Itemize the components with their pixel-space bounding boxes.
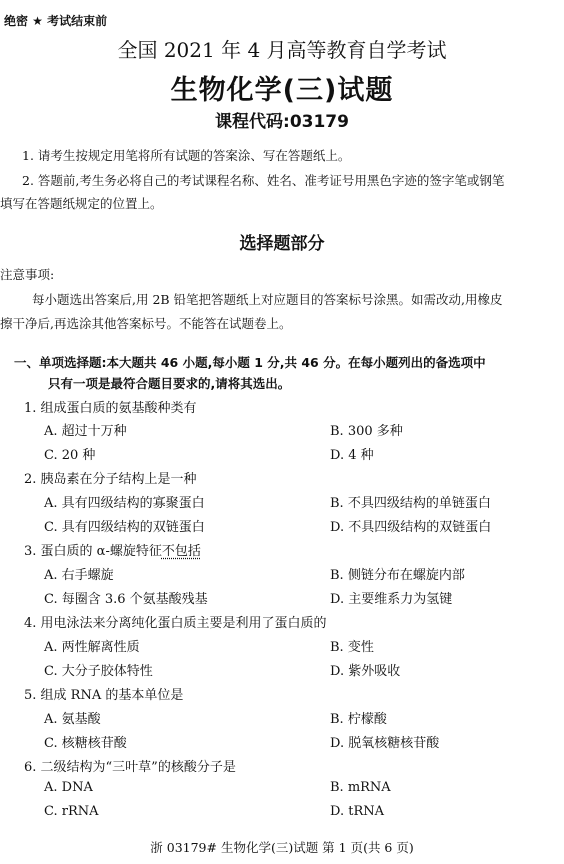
part-heading-line-2: 只有一项是最符合题目要求的,请将其选出。 <box>48 376 291 391</box>
option-d: D. 主要维系力为氢键 <box>330 592 453 607</box>
page-footer: 浙 03179# 生物化学(三)试题 第 1 页(共 6 页) <box>150 840 414 855</box>
question-stem <box>24 540 201 559</box>
option-c: C. 每圈含 3.6 个氨基酸残基 <box>44 592 208 607</box>
option-d: D. 紫外吸收 <box>330 664 401 679</box>
instruction-item-1: 1. 请考生按规定用笔将所有试题的答案涂、写在答题纸上。 <box>22 148 351 163</box>
exam-title: 全国 2021 年 4 月高等教育自学考试 <box>117 38 447 62</box>
option-b: B. 不具四级结构的单链蛋白 <box>330 496 491 511</box>
question-stem-text: 3. 蛋白质的 α-螺旋特征 <box>24 544 162 559</box>
question-stem: 5. 组成 RNA 的基本单位是 <box>24 688 184 703</box>
question-stem: 2. 胰岛素在分子结构上是一种 <box>24 472 197 487</box>
option-d: D. tRNA <box>330 804 384 819</box>
course-code: 课程代码:03179 <box>215 112 349 132</box>
option-a: A. 超过十万种 <box>44 424 127 439</box>
option-c: C. 核糖核苷酸 <box>44 736 127 751</box>
section-heading: 选择题部分 <box>239 234 325 254</box>
part-heading-line-1: 一、单项选择题:本大题共 46 小题,每小题 1 分,共 46 分。在每小题列出的备选项中 <box>14 355 486 370</box>
notes-line-1: 每小题选出答案后,用 2B 铅笔把答题纸上对应题目的答案标号涂黑。如需改动,用橡皮 <box>32 292 503 307</box>
instruction-item-2-line-1: 2. 答题前,考生务必将自己的考试课程名称、姓名、准考证号用黑色字迹的签字笔或钢笔 <box>22 173 505 188</box>
option-a: A. 两性解离性质 <box>44 640 140 655</box>
notes-line-2: 擦干净后,再选涂其他答案标号。不能答在试题卷上。 <box>0 316 292 331</box>
option-a: A. 右手螺旋 <box>44 568 114 583</box>
option-c: C. 20 种 <box>44 448 96 463</box>
question-stem-emphasis: 不包括 <box>161 544 201 559</box>
option-b: B. 柠檬酸 <box>330 712 387 727</box>
option-b: B. 变性 <box>330 640 374 655</box>
option-b: B. mRNA <box>330 780 391 795</box>
option-a: A. DNA <box>44 780 93 795</box>
instruction-item-2-line-2: 填写在答题纸规定的位置上。 <box>0 196 163 211</box>
option-d: D. 脱氧核糖核苷酸 <box>330 736 440 751</box>
option-a: A. 氨基酸 <box>44 712 101 727</box>
option-d: D. 不具四级结构的双链蛋白 <box>330 520 492 535</box>
option-b: B. 侧链分布在螺旋内部 <box>330 568 465 583</box>
question-stem: 6. 二级结构为“三叶草”的核酸分子是 <box>24 760 236 775</box>
question-stem: 4. 用电泳法来分离纯化蛋白质主要是利用了蛋白质的 <box>24 616 327 631</box>
question-stem: 1. 组成蛋白质的氨基酸种类有 <box>24 401 197 416</box>
option-c: C. 具有四级结构的双链蛋白 <box>44 520 205 535</box>
option-d: D. 4 种 <box>330 448 374 463</box>
subject-title: 生物化学(三)试题 <box>170 75 394 106</box>
option-b: B. 300 多种 <box>330 424 403 439</box>
option-a: A. 具有四级结构的寡聚蛋白 <box>44 496 205 511</box>
option-c: C. rRNA <box>44 804 99 819</box>
confidential-mark: 绝密 ★ 考试结束前 <box>4 14 108 28</box>
notes-label: 注意事项: <box>0 267 55 282</box>
option-c: C. 大分子胶体特性 <box>44 664 153 679</box>
